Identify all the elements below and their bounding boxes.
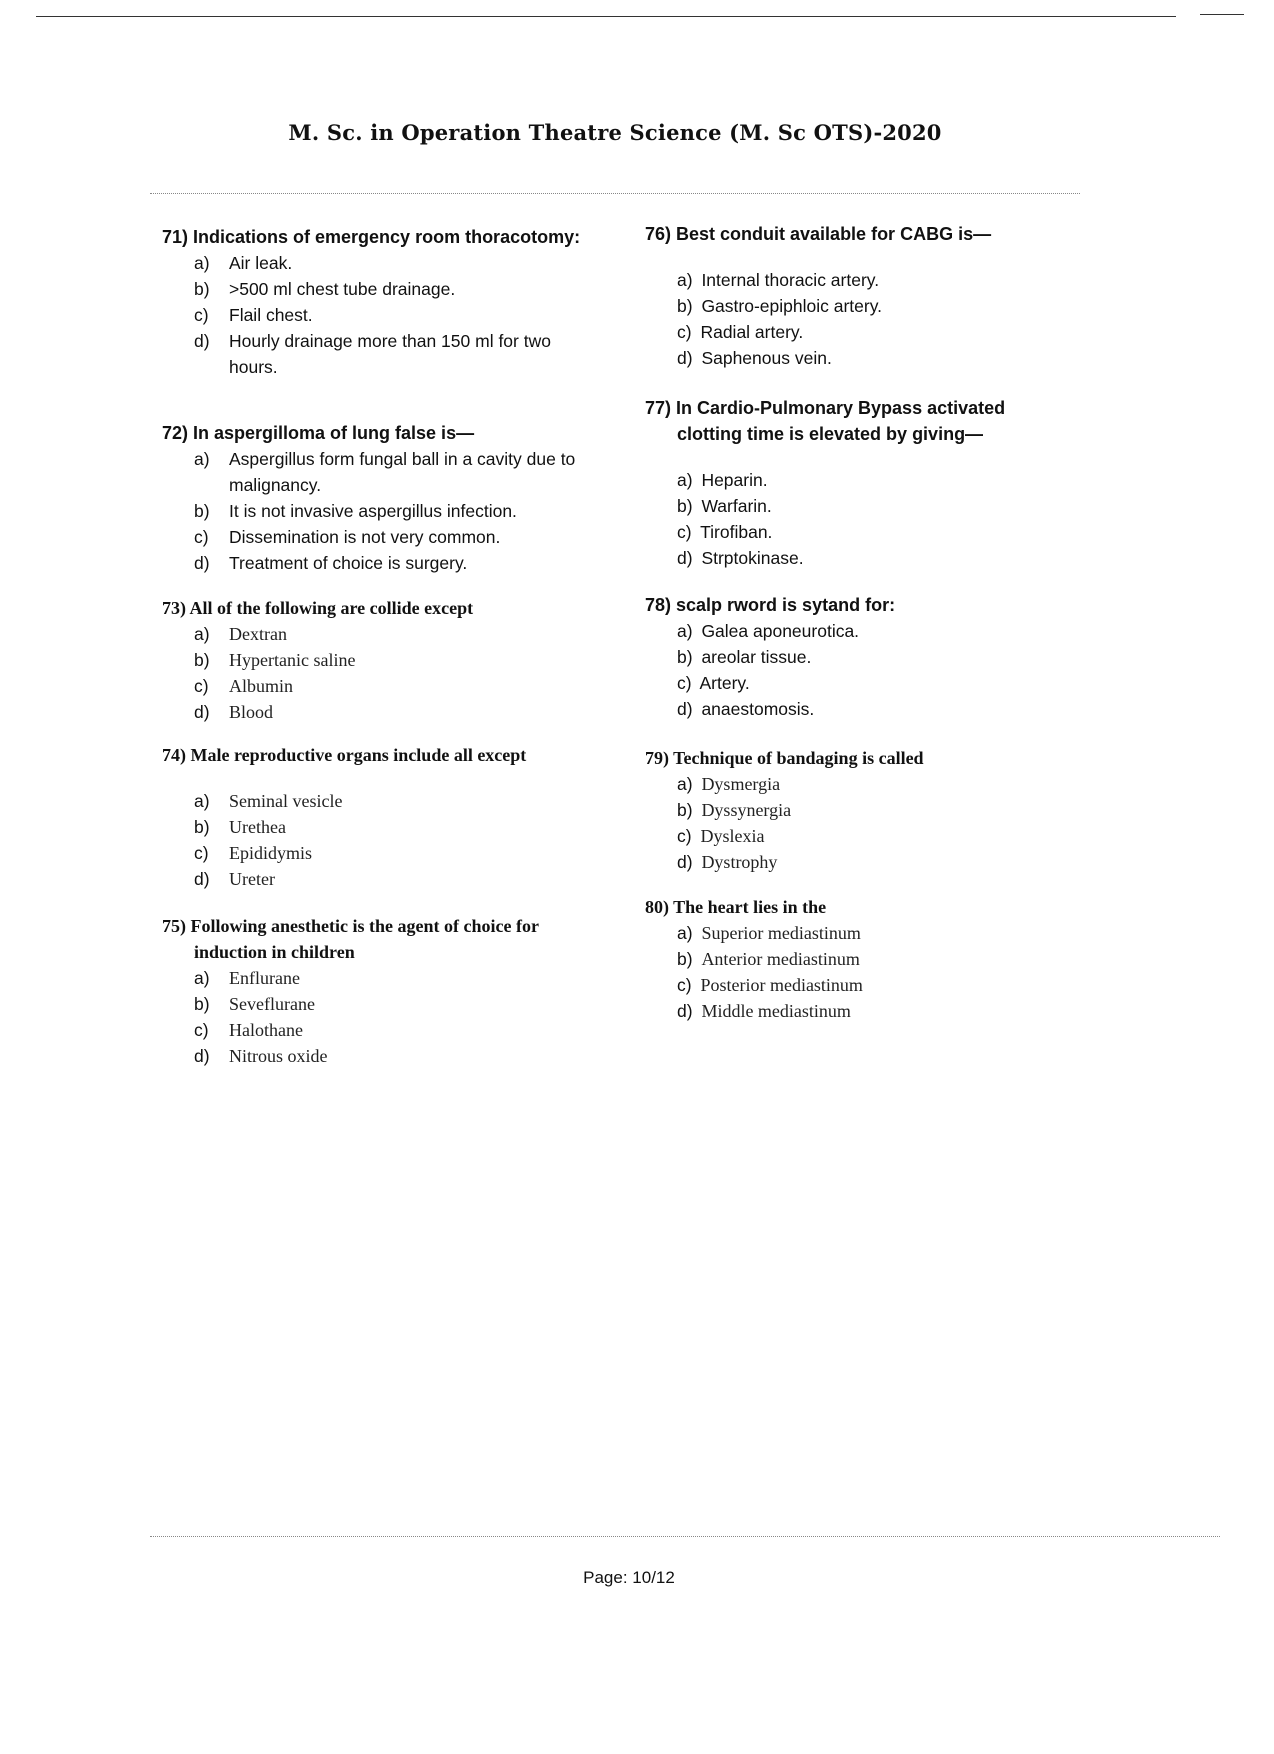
option-text: Tirofiban. [700,522,773,542]
option-label: a) [677,774,693,794]
question-79 [645,745,1085,875]
option-label: a) [194,968,210,988]
option-c [162,302,602,328]
option-text: >500 ml chest tube drainage. [229,279,456,299]
question-76 [645,221,1085,371]
question-stem: 74) Male reproductive organs include all except [162,745,527,765]
option-text: Urethea [229,817,286,837]
option-c [645,972,1085,998]
option-text: Air leak. [229,253,293,273]
option-text: areolar tissue. [701,647,812,667]
option-a [645,771,1085,797]
option-label: c) [194,843,209,863]
option-c [645,670,1085,696]
question-stem: 71) Indications of emergency room thoracotomy: [162,227,581,247]
option-a [645,920,1085,946]
question-stem: 78) scalp rword is sytand for: [645,595,896,615]
option-text: Hourly drainage more than 150 ml for two hours. [229,331,551,377]
option-text: Epididymis [229,843,313,863]
option-text: Dysmergia [701,774,781,794]
option-text: Heparin. [701,470,768,490]
option-text: Nitrous oxide [229,1046,328,1066]
option-d [645,345,1085,371]
option-text: Flail chest. [229,305,313,325]
option-text: anaestomosis. [701,699,815,719]
option-label: b) [677,800,693,820]
option-text: Middle mediastinum [701,1001,851,1021]
option-text: Aspergillus form fungal ball in a cavity due to malignancy. [229,449,576,495]
option-label: b) [677,296,693,316]
option-b [162,991,602,1017]
option-label: a) [677,270,693,290]
option-text: Dissemination is not very common. [229,527,501,547]
option-text: Saphenous vein. [701,348,832,368]
header-divider [150,193,1080,194]
option-d [645,998,1085,1024]
option-d [162,328,602,380]
option-text: Superior mediastinum [701,923,861,943]
option-label: a) [677,470,693,490]
option-d [162,1043,602,1069]
option-label: d) [677,548,693,568]
question-72 [162,420,602,576]
option-text: Seveflurane [229,994,315,1014]
option-label: d) [194,1046,210,1066]
option-label: c) [677,826,692,846]
option-c [162,673,602,699]
option-d [645,849,1085,875]
spacer [162,768,602,788]
option-label: c) [194,676,209,696]
option-d [162,699,602,725]
option-label: b) [677,949,693,969]
option-label: b) [194,650,210,670]
option-b [645,493,1065,519]
option-text: Albumin [229,676,294,696]
option-label: a) [194,791,210,811]
option-text: Posterior mediastinum [700,975,863,995]
option-c [162,840,602,866]
question-stem: 72) In aspergilloma of lung false is— [162,423,475,443]
option-a [162,621,602,647]
footer-divider [150,1536,1220,1537]
option-a [645,267,1085,293]
question-stem: 75) Following anesthetic is the agent of choice for induction in children [162,916,539,962]
page-title: M. Sc. in Operation Theatre Science (M. Sc OTS)-2020 [288,120,942,145]
option-label: d) [677,699,693,719]
question-78 [645,592,1085,722]
option-text: Blood [229,702,274,722]
question-74 [162,742,602,892]
question-stem: 73) All of the following are collide except [162,598,474,618]
option-d [162,866,602,892]
option-c [645,519,1065,545]
option-text: Dystrophy [701,852,778,872]
question-stem: 76) Best conduit available for CABG is— [645,224,992,244]
option-a [645,467,1065,493]
option-label: d) [194,702,210,722]
option-label: a) [677,923,693,943]
option-label: c) [194,1020,209,1040]
option-text: Treatment of choice is surgery. [229,553,468,573]
option-label: b) [194,279,210,299]
option-a [645,618,1085,644]
spacer [645,247,1085,267]
option-text: Artery. [699,673,750,693]
option-b [162,647,602,673]
option-text: Halothane [229,1020,303,1040]
option-label: a) [194,624,210,644]
option-label: c) [677,322,692,342]
option-label: b) [194,501,210,521]
option-a [162,250,602,276]
option-text: Internal thoracic artery. [701,270,880,290]
option-label: b) [677,647,693,667]
option-text: Dyslexia [700,826,765,846]
option-text: Seminal vesicle [229,791,343,811]
option-label: b) [677,496,693,516]
option-b [645,644,1085,670]
option-text: It is not invasive aspergillus infection. [229,501,517,521]
option-a [162,446,602,498]
option-text: Warfarin. [701,496,772,516]
question-77 [645,395,1065,571]
option-text: Gastro-epiphloic artery. [701,296,883,316]
option-b [645,797,1085,823]
question-stem: 77) In Cardio-Pulmonary Bypass activated clotting time is elevated by giving— [645,398,1006,444]
option-b [645,946,1085,972]
option-text: Hypertanic saline [229,650,356,670]
option-label: d) [677,852,693,872]
option-d [645,696,1085,722]
question-71 [162,224,602,380]
question-75 [162,913,602,1069]
option-text: Enflurane [229,968,300,988]
option-d [162,550,602,576]
option-label: d) [194,553,210,573]
spacer [645,447,1065,467]
option-text: Dextran [229,624,287,644]
page-number: Page: 10/12 [583,1568,675,1587]
option-text: Radial artery. [700,322,804,342]
option-label: d) [194,869,210,889]
option-b [162,276,602,302]
option-label: a) [194,449,210,469]
top-rule-right [1200,14,1244,15]
option-label: a) [677,621,693,641]
option-c [645,319,1085,345]
option-b [162,498,602,524]
question-stem: 80) The heart lies in the [645,897,827,917]
option-text: Anterior mediastinum [701,949,860,969]
option-label: d) [677,348,693,368]
option-label: d) [194,331,210,351]
top-rule [36,16,1176,17]
option-text: Dyssynergia [701,800,792,820]
option-label: c) [194,305,209,325]
option-label: b) [194,817,210,837]
question-stem: 79) Technique of bandaging is called [645,748,924,768]
option-a [162,788,602,814]
option-label: c) [677,522,692,542]
option-label: c) [677,673,692,693]
option-a [162,965,602,991]
option-label: d) [677,1001,693,1021]
question-73 [162,595,602,725]
option-label: a) [194,253,210,273]
option-label: b) [194,994,210,1014]
option-b [162,814,602,840]
option-c [162,1017,602,1043]
question-80 [645,894,1085,1024]
option-d [645,545,1065,571]
option-text: Ureter [229,869,275,889]
option-label: c) [194,527,209,547]
option-c [162,524,602,550]
option-text: Strptokinase. [701,548,804,568]
option-text: Galea aponeurotica. [701,621,860,641]
option-c [645,823,1085,849]
option-label: c) [677,975,692,995]
option-b [645,293,1085,319]
